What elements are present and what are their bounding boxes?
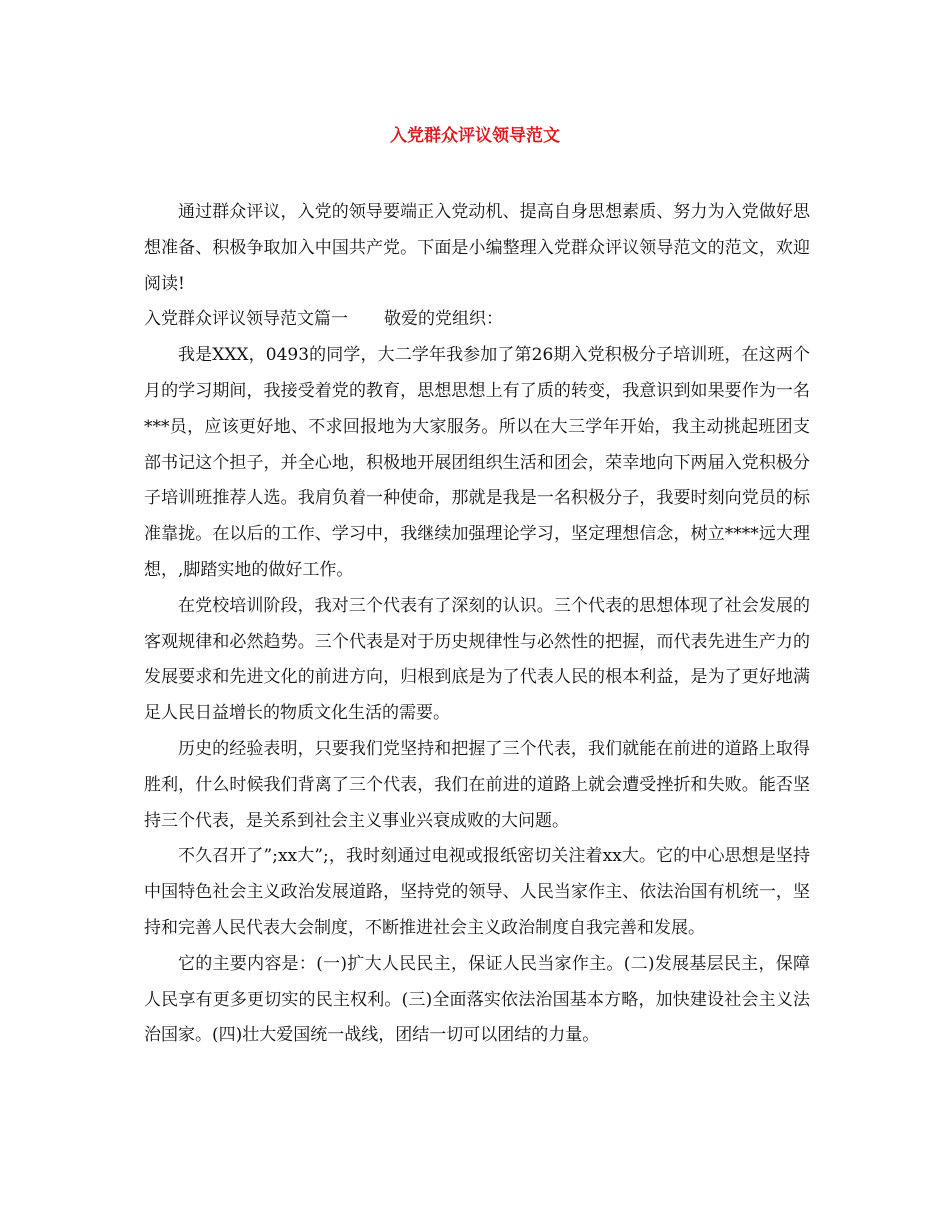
section-heading-line [144,302,810,338]
salutation: 敬爱的党组织： [384,309,503,330]
body-paragraph-4: 不久召开了”;xx大”;，我时刻通过电视或报纸密切关注着xx大。它的中心思想是坚持中国特色社会主义政治发展道路，坚持党的领导、人民当家作主、依法治国有机统一，坚持和完善人民代表大会制度，不断推进社会主义政治制度自我完善和发展。 [144,846,810,938]
document-title: 入党群众评议领导范文 [390,126,560,146]
body-paragraph-1: 我是XXX，0493的同学，大二学年我参加了第26期入党积极分子培训班，在这两个月的学习期间，我接受着党的教育，思想思想上有了质的转变，我意识到如果要作为一名***员，应该更好地、不求回报地为大家服务。所以在大三学年开始，我主动挑起班团支部书记这个担子，并全心地，积极地开展团组织生活和团会，荣幸地向下两届入党积极分子培训班推荐人选。我肩负着一种使命，那就是我是一名积极分子，我要时刻向党员的标准靠拢。在以后的工作、学习中，我继续加强理论学习，坚定理想信念，树立****远大理想，,脚踏实地的做好工作。 [144,345,810,580]
intro-paragraph: 通过群众评议，入党的领导要端正入党动机、提高自身思想素质、努力为入党做好思想准备、积极争取加入中国共产党。下面是小编整理入党群众评议领导范文的范文，欢迎阅读! [144,202,810,294]
body-paragraph-5: 它的主要内容是：(一)扩大人民民主，保证人民当家作主。(二)发展基层民主，保障人民享有更多更切实的民主权利。(三)全面落实依法治国基本方略，加快建设社会主义法治国家。(四)壮大爱国统一战线，团结一切可以团结的力量。 [144,953,810,1046]
body-paragraph-3: 历史的经验表明，只要我们党坚持和把握了三个代表，我们就能在前进的道路上取得胜利，什么时候我们背离了三个代表，我们在前进的道路上就会遭受挫折和失败。能否坚持三个代表，是关系到社会主义事业兴衰成败的大问题。 [144,738,810,831]
body-paragraph-2: 在党校培训阶段，我对三个代表有了深刻的认识。三个代表的思想体现了社会发展的客观规律和必然趋势。三个代表是对于历史规律性与必然性的把握，而代表先进生产力的发展要求和先进文化的前进方向，归根到底是为了代表人民的根本利益，是为了更好地满足人民日益增长的物质文化生活的需要。 [144,595,810,724]
section-heading: 入党群众评议领导范文篇一 [144,309,348,330]
document-body [144,195,810,1054]
